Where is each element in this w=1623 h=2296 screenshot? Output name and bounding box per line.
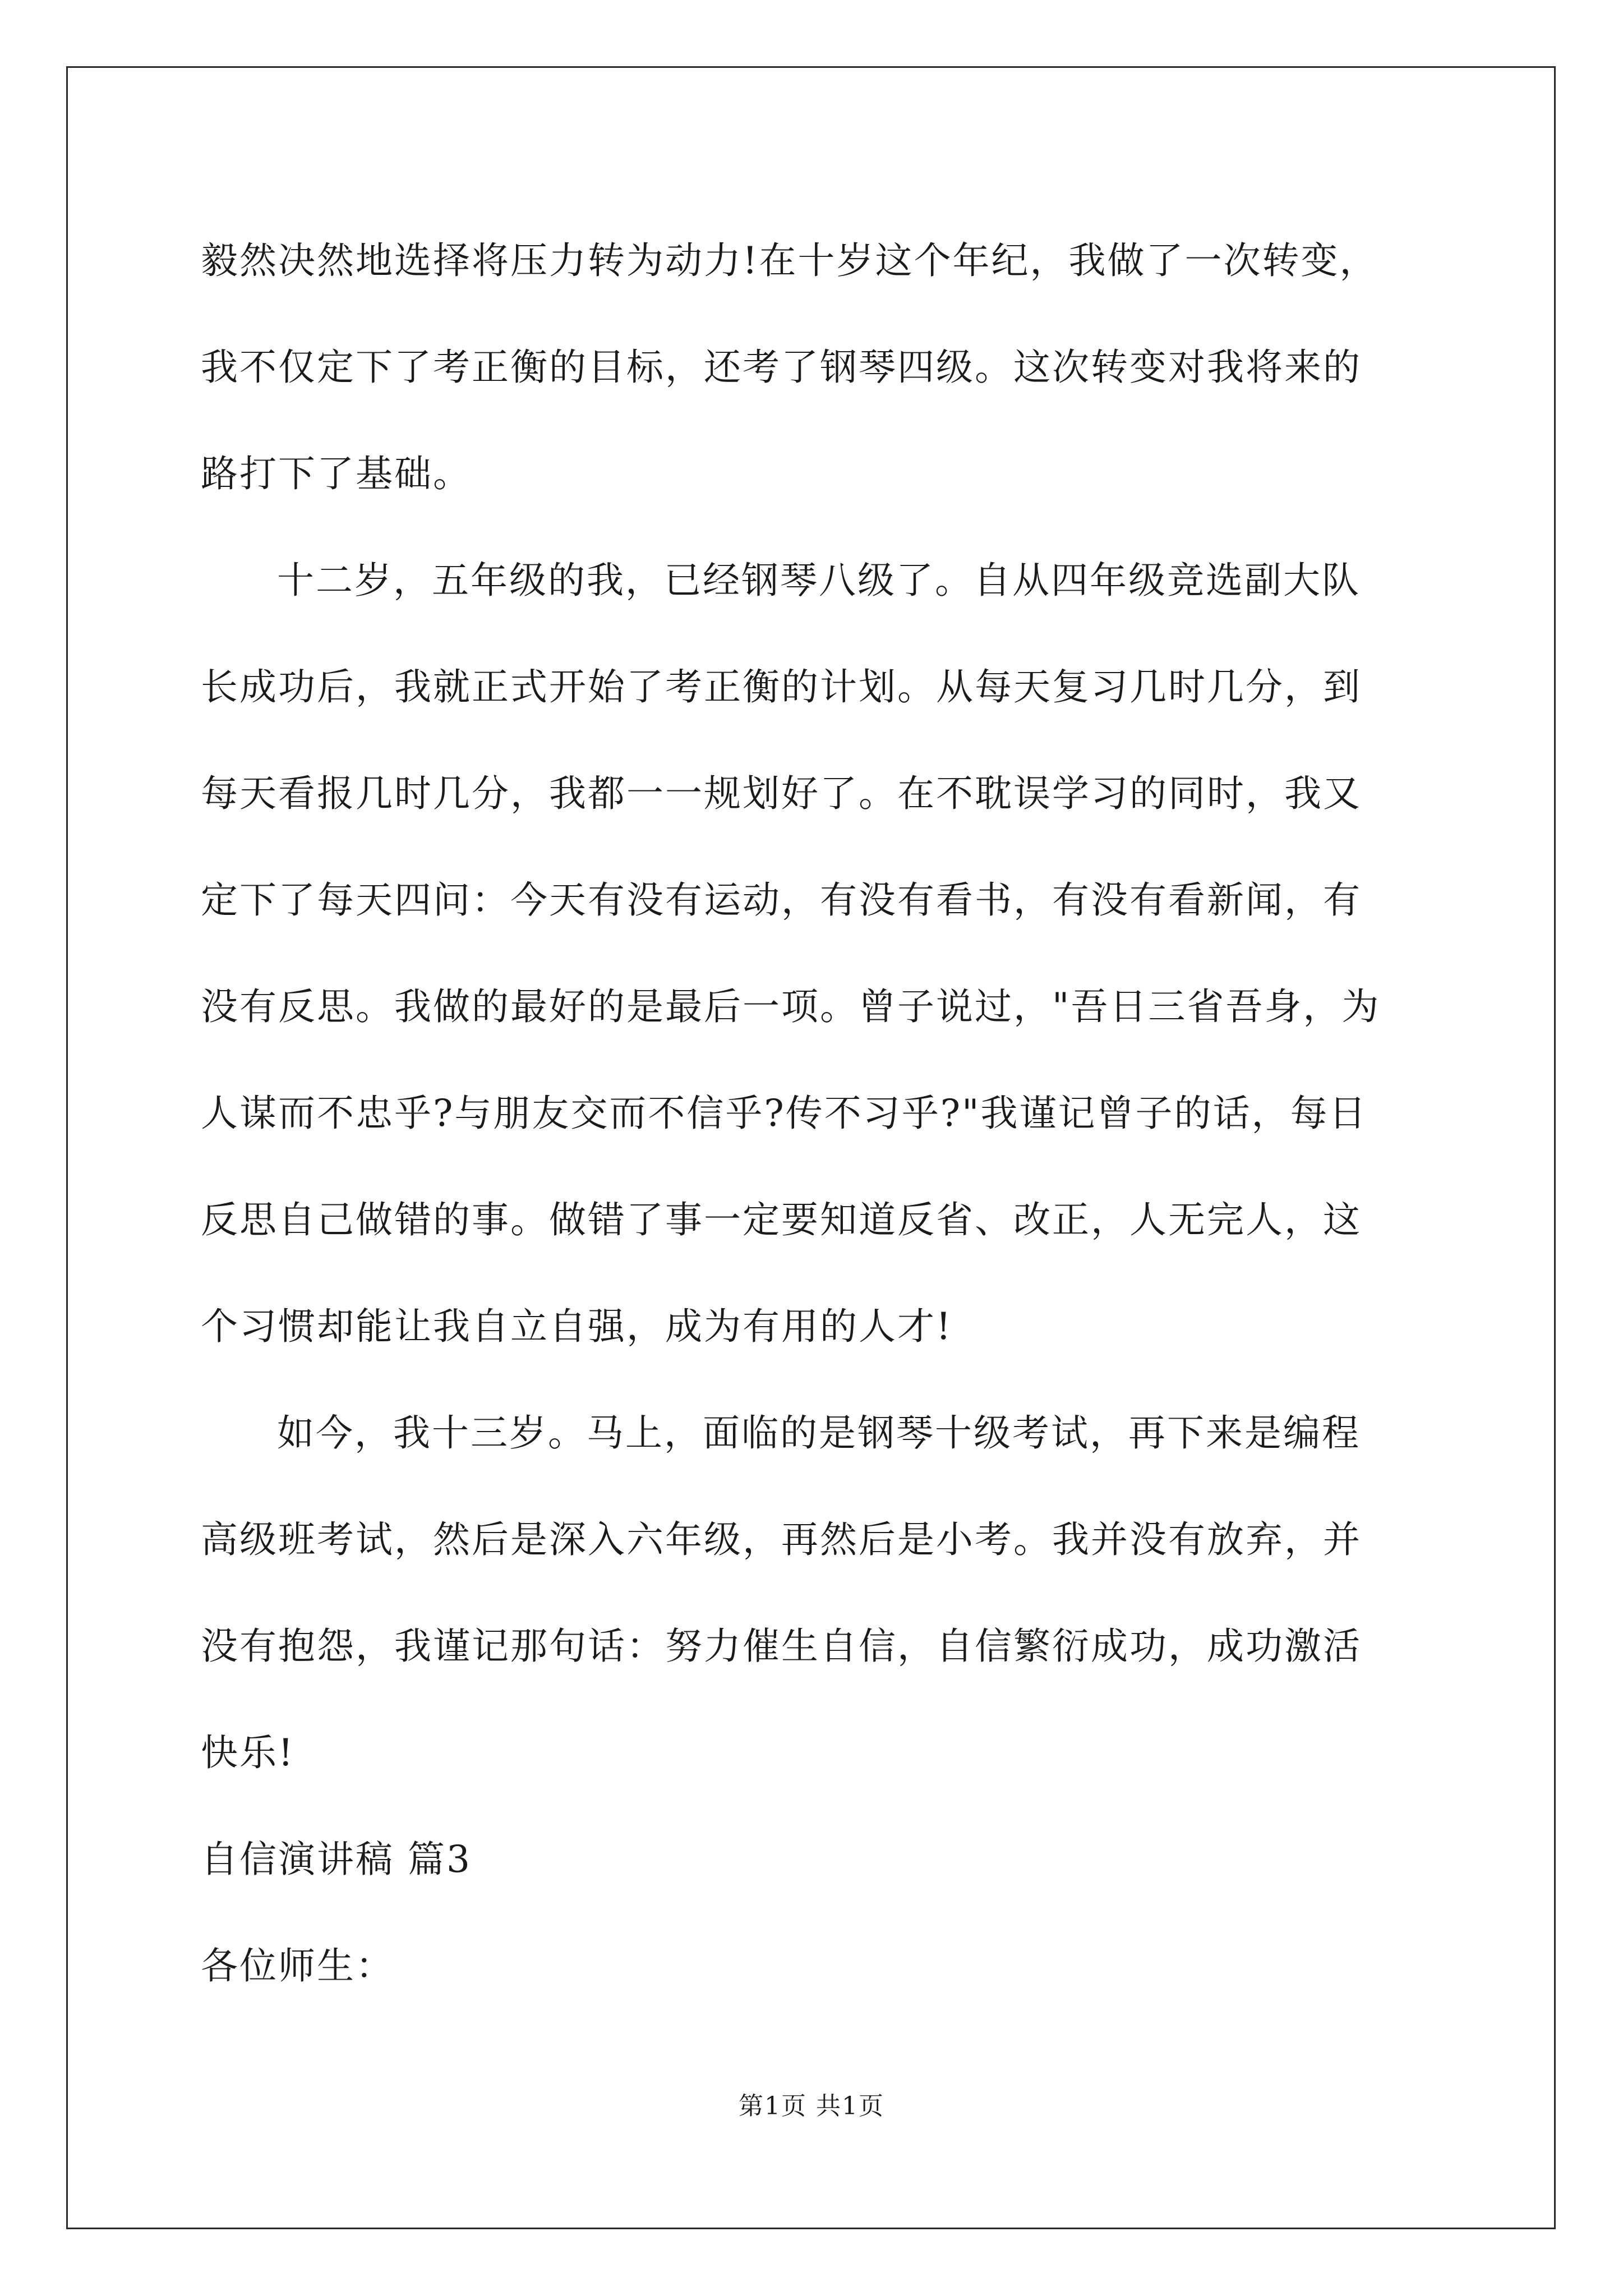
text-line: 长成功后，我就正式开始了考正衡的计划。从每天复习几时几分，到 — [201, 665, 1362, 708]
text-line: 定下了每天四问：今天有没有运动，有没有看书，有没有看新闻，有 — [201, 878, 1362, 922]
text-line: 十二岁，五年级的我，已经钢琴八级了。自从四年级竞选副大队 — [277, 559, 1361, 602]
text-line: 每天看报几时几分，我都一一规划好了。在不耽误学习的同时，我又 — [201, 772, 1362, 815]
text-line: 高级班考试，然后是深入六年级，再然后是小考。我并没有放弃，并 — [201, 1518, 1362, 1561]
paragraph-1 — [201, 208, 1446, 527]
page-footer: 第1页 共1页 — [739, 2092, 884, 2120]
text-line: 没有抱怨，我谨记那句话：努力催生自信，自信繁衍成功，成功激活 — [201, 1625, 1362, 1668]
document-body — [201, 208, 1446, 2019]
text-line: 毅然决然地选择将压力转为动力!在十岁这个年纪，我做了一次转变， — [201, 239, 1378, 282]
salutation: 各位师生： — [201, 1944, 394, 1987]
text-line: 人谋而不忠乎?与朋友交而不信乎?传不习乎?"我谨记曾子的话，每日 — [201, 1092, 1368, 1135]
text-line: 路打下了基础。 — [201, 452, 472, 495]
paragraph-2 — [201, 527, 1446, 1380]
text-line: 我不仅定下了考正衡的目标，还考了钢琴四级。这次转变对我将来的 — [201, 346, 1362, 389]
section-title: 自信演讲稿 篇3 — [201, 1838, 472, 1881]
text-line: 个习惯却能让我自立自强，成为有用的人才! — [201, 1305, 953, 1348]
paragraph-3 — [201, 1380, 1446, 1806]
text-line: 快乐! — [201, 1731, 295, 1774]
text-line: 反思自己做错的事。做错了事一定要知道反省、改正，人无完人，这 — [201, 1198, 1362, 1241]
text-line: 如今，我十三岁。马上，面临的是钢琴十级考试，再下来是编程 — [277, 1411, 1361, 1455]
text-line: 没有反思。我做的最好的是最后一项。曾子说过，"吾日三省吾身，为 — [201, 985, 1381, 1028]
